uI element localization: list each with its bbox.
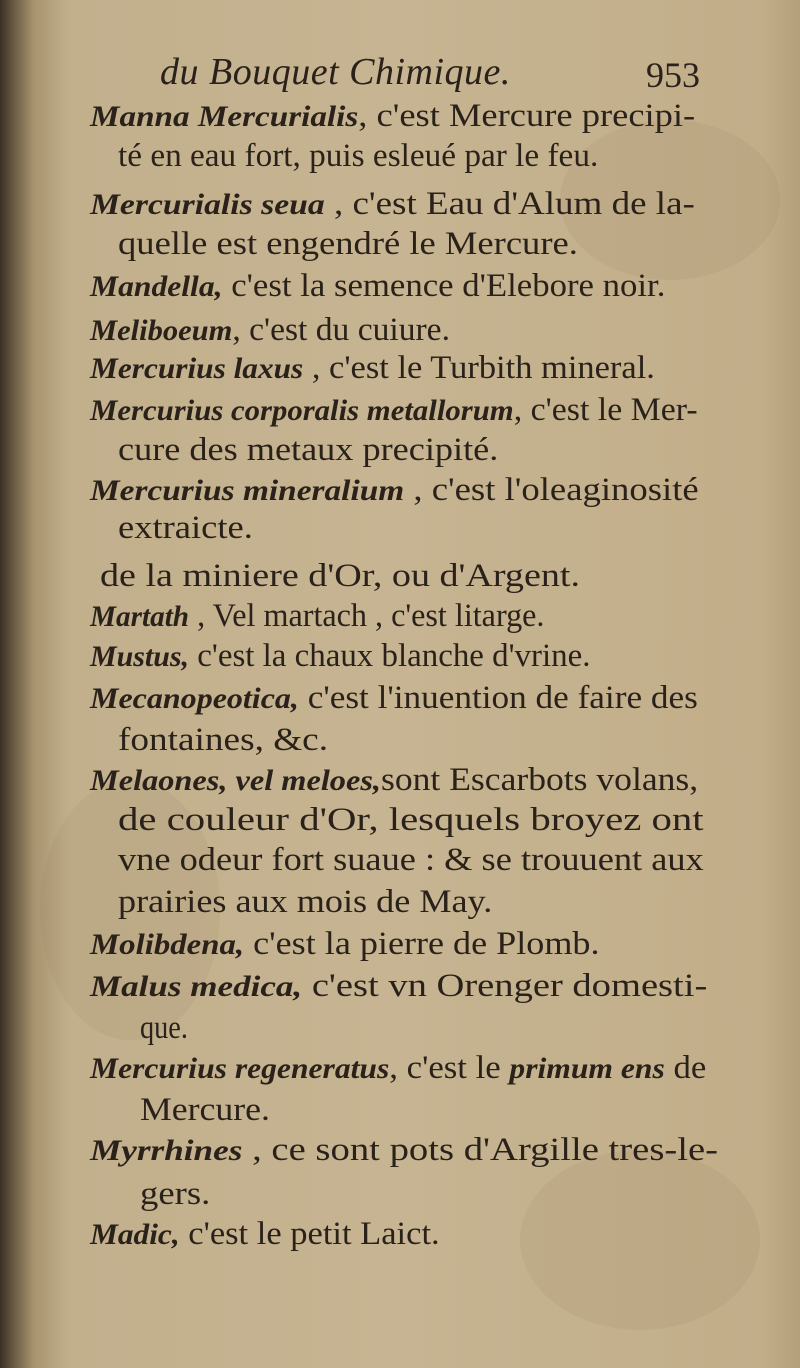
entry-emphasis: primum ens [509, 1052, 665, 1085]
entry-term: Mercurius laxus [90, 352, 304, 385]
entry-term: Mandella, [90, 270, 223, 303]
entry-term: Madic, [90, 1218, 180, 1251]
running-title: du Bouquet Chimique. [160, 51, 511, 93]
entry-definition: de la miniere d'Or, ou d'Argent. [100, 558, 580, 594]
glossary-line [118, 804, 704, 837]
entry-definition: , c'est Eau d'Alum de la- [324, 186, 695, 222]
entry-term: Mustus, [90, 640, 190, 673]
entry-definition: de couleur d'Or, lesquels broyez ont [118, 802, 704, 838]
entry-definition: que. [140, 1010, 188, 1046]
entry-definition: c'est le petit Laict. [179, 1216, 440, 1252]
entry-definition: prairies aux mois de May. [118, 884, 493, 920]
glossary-line [90, 600, 544, 633]
entry-definition: sont Escarbots volans, [381, 762, 699, 798]
glossary-line [90, 100, 695, 133]
page-number: 953 [646, 55, 700, 95]
glossary-line [118, 228, 578, 261]
entry-definition: c'est vn Orenger domesti- [302, 968, 708, 1004]
glossary-line [140, 1094, 270, 1127]
entry-term: Myrrhines [90, 1134, 243, 1167]
entry-term: Manna Mercurialis [90, 100, 359, 133]
glossary-line [90, 352, 655, 385]
page-header [160, 50, 700, 98]
entry-term: Mercurius regeneratus [90, 1052, 390, 1085]
glossary-line [118, 724, 328, 757]
entry-definition: , c'est Mercure precipi- [358, 98, 696, 134]
entry-term: Meliboeum [90, 314, 233, 347]
entry-definition: , c'est l'oleaginosité [404, 472, 699, 508]
glossary-line [90, 1218, 440, 1251]
glossary-line [90, 640, 590, 673]
glossary-line [90, 928, 599, 961]
entry-term: Mercurialis seua [90, 188, 325, 221]
glossary-line [118, 140, 598, 173]
glossary-line [90, 314, 450, 347]
entry-term: Mercurius corporalis metallorum [90, 394, 514, 427]
entry-term: Melaones, vel meloes, [90, 764, 382, 797]
entry-definition: cure des metaux precipité. [118, 432, 499, 468]
glossary-line [118, 434, 498, 467]
entry-definition: té en eau fort, puis esleué par le feu. [118, 138, 599, 174]
entry-definition: , c'est le [389, 1050, 510, 1086]
entry-definition: c'est la pierre de Plomb. [244, 926, 600, 962]
entry-definition: Mercure. [140, 1092, 270, 1128]
glossary-line [90, 188, 695, 221]
entry-definition: c'est la semence d'Elebore noir. [222, 268, 666, 304]
glossary-line [140, 1178, 210, 1211]
entry-definition: c'est la chaux blanche d'vrine. [189, 638, 591, 674]
entry-definition: , c'est le Mer- [513, 392, 698, 428]
entry-term: Malus medica, [90, 970, 303, 1003]
entry-definition: gers. [140, 1176, 211, 1212]
entry-definition: extraicte. [118, 510, 253, 546]
entry-term: Mecanopeotica, [90, 682, 299, 715]
glossary-line [90, 270, 665, 303]
entry-definition: , Vel martach , c'est litarge. [189, 598, 545, 634]
glossary-line [100, 560, 580, 593]
entry-definition: , ce sont pots d'Argille tres-le- [242, 1132, 719, 1168]
glossary-line [118, 844, 704, 877]
entry-term: Mercurius mineralium [90, 474, 405, 507]
glossary-line [118, 886, 492, 919]
entry-definition: c'est l'inuention de faire des [298, 680, 698, 716]
entry-definition: , c'est du cuiure. [232, 312, 450, 348]
glossary-line [90, 1134, 718, 1167]
entry-term: Martath [90, 600, 190, 633]
glossary-line [90, 970, 707, 1003]
entry-definition: quelle est engendré le Mercure. [118, 226, 578, 262]
paper-stain [520, 1150, 760, 1330]
glossary-line [90, 682, 698, 715]
glossary-line [90, 394, 698, 427]
glossary-line [140, 1012, 188, 1045]
glossary-line [90, 764, 698, 797]
glossary-line [118, 512, 253, 545]
entry-definition: fontaines, &c. [118, 722, 329, 758]
entry-term: Molibdena, [90, 928, 245, 961]
entry-definition: vne odeur fort suaue : & se trouuent aux [118, 842, 704, 878]
entry-definition-tail: de [664, 1050, 707, 1086]
glossary-line [90, 474, 699, 507]
glossary-line [90, 1052, 706, 1085]
entry-definition: , c'est le Turbith mineral. [303, 350, 655, 386]
